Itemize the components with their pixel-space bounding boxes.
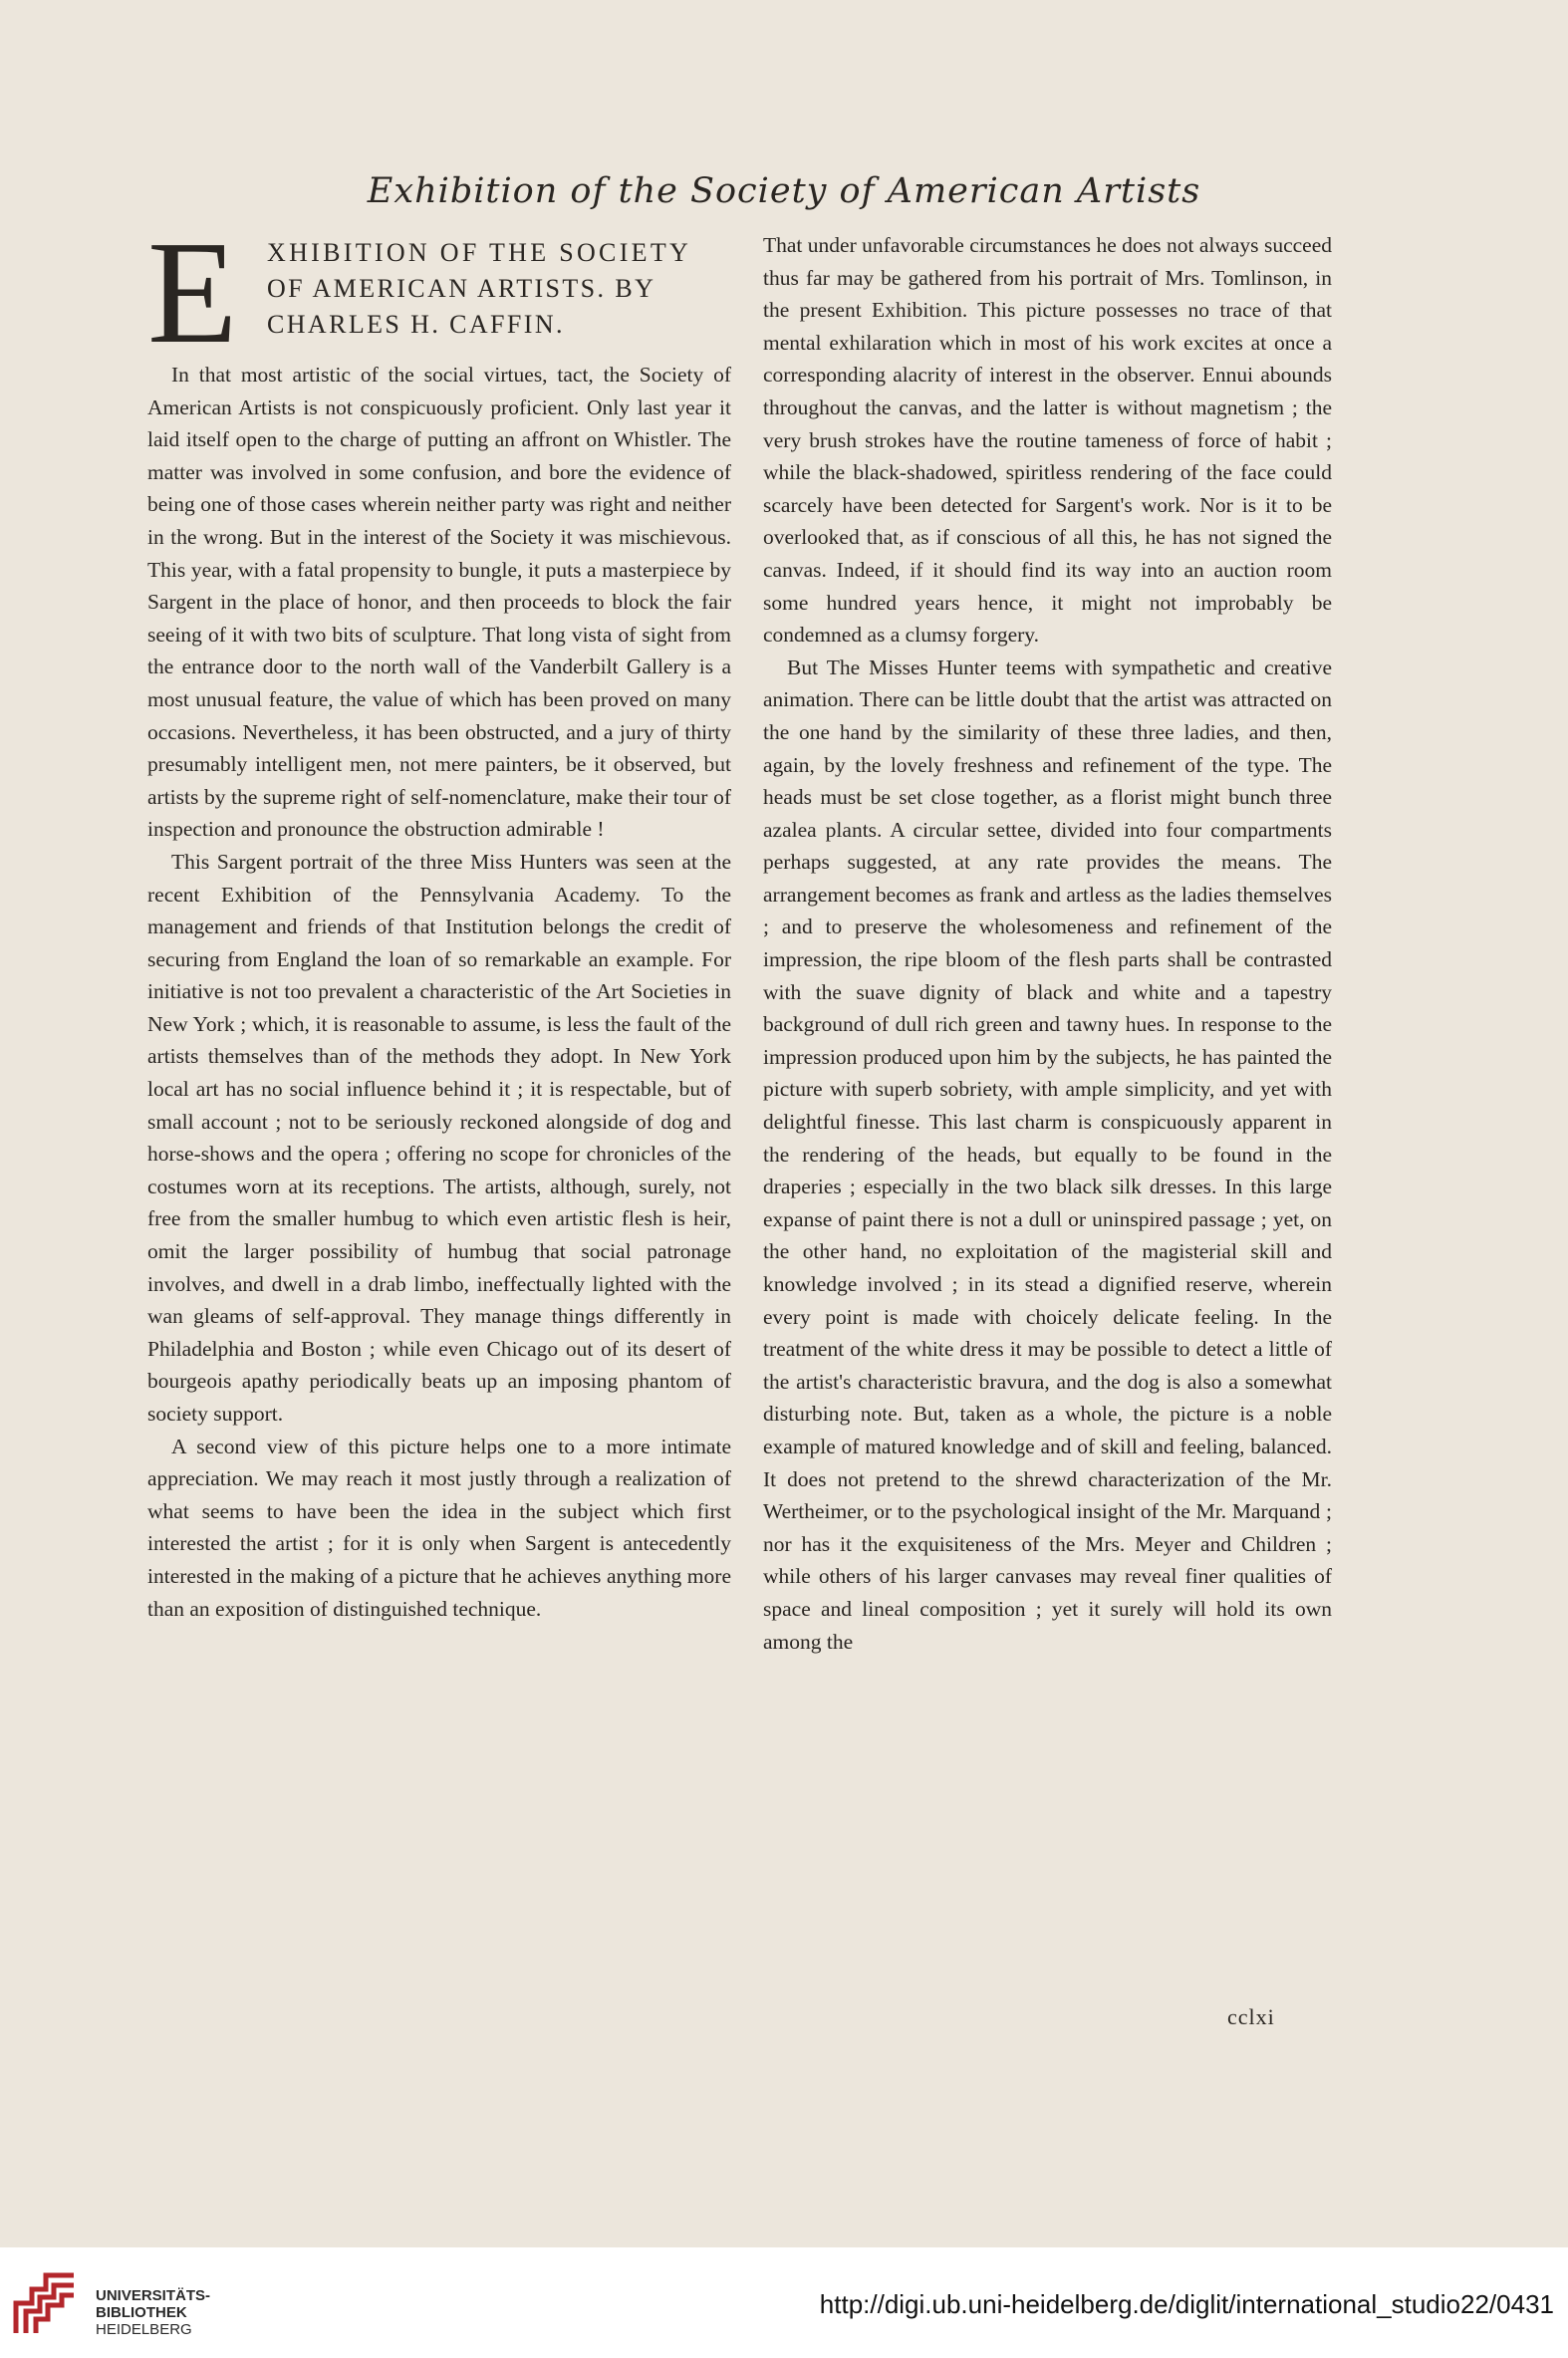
- heading-line: XHIBITION OF THE SOCIETY: [267, 238, 692, 267]
- library-line: HEIDELBERG: [96, 2321, 192, 2338]
- heading-line: OF AMERICAN ARTISTS. BY: [267, 274, 656, 303]
- library-line: BIBLIOTHEK: [96, 2304, 187, 2321]
- source-url-link[interactable]: http://digi.ub.uni-heidelberg.de/diglit/international_studio22/0431: [819, 2289, 1554, 2319]
- footer-bar: [0, 2247, 1568, 2358]
- heading-line: CHARLES H. CAFFIN.: [267, 310, 565, 339]
- library-line: UNIVERSITÄTS-: [96, 2287, 211, 2304]
- drop-cap: E: [147, 211, 238, 375]
- paragraph: That under unfavorable circumstances he does not always succeed thus far may be gathered from his portrait of Mrs. Tomlinson, in the present Exhibition. This picture possesses no trace of that mental exhilaration which in most of his work excites at once a corresponding alacrity of interest in the observer. Ennui abounds throughout the canvas, and the latter is without magnetism ; the very brush strokes have the routine tameness of force of habit ; while the black-shadowed, spiritless rendering of the face could scarcely have been detected for Sargent's work. Nor is it to be overlooked that, as if conscious of all this, he has not signed the canvas. Indeed, if it should find its way into an auction room some hundred years hence, it might not improbably be condemned as a clumsy forgery.: [763, 233, 1332, 648]
- library-name: [96, 2287, 210, 2338]
- right-column: [763, 229, 1332, 1658]
- heading-lines: [267, 235, 731, 343]
- paragraph: In that most artistic of the social virtues, tact, the Society of American Artists is not conspicuously proficient. Only last year it laid itself open to the charge of putting an affront on Whistler. The matter was involved in some confusion, and bore the evidence of being one of those cases wherein neither party was right and neither in the wrong. But in the interest of the Society it was mischievous. This year, with a fatal propensity to bungle, it puts a masterpiece by Sargent in the place of honor, and then proceeds to block the fair seeing of it with two bits of sculpture. That long vista of sight from the entrance door to the north wall of the Vanderbilt Gallery is a most unusual feature, the value of which has been proved on many occasions. Nevertheless, it has been obstructed, and a jury of thirty presumably intelligent men, not mere painters, be it observed, but artists by the supreme right of self-nomenclature, make their tour of inspection and pronounce the obstruction admirable !: [147, 363, 731, 842]
- page-number: cclxi: [1227, 2004, 1275, 2029]
- paragraph: But The Misses Hunter teems with sympathetic and creative animation. There can be little doubt that the artist was attracted on the one hand by the similarity of these three ladies, and then, again, by the lovely freshness and refinement of the type. The heads must be set close together, as a florist might bunch three azalea plants. A circular settee, divided into four compartments perhaps suggested, at any rate provides the means. The arrangement becomes as frank and artless as the ladies themselves ; and to preserve the wholesomeness and refinement of the impression, the ripe bloom of the flesh parts shall be contrasted with the suave dignity of black and white and a tapestry background of dull rich green and tawny hues. In response to the impression produced upon him by the subjects, he has painted the picture with superb sobriety, with ample simplicity, and yet with delightful finesse. This last charm is conspicuously apparent in the rendering of the heads, but equally to be found in the draperies ; especially in the two black silk dresses. In this large expanse of paint there is not a dull or uninspired passage ; yet, on the other hand, no exploitation of the magisterial skill and knowledge involved ; in its stead a dignified reserve, wherein every point is made with choicely delicate feeling. In the treatment of the white dress it may be possible to detect a little of the artist's characteristic bravura, and the dog is also a somewhat disturbing note. But, taken as a whole, the picture is a noble example of matured knowledge and of skill and feeling, balanced. It does not pretend to the shrewd characterization of the Mr. Wertheimer, or to the psychological insight of the Mr. Marquand ; nor has it the exquisiteness of the Mrs. Meyer and Children ; while others of his larger canvases may reveal finer qualities of space and lineal composition ; yet it surely will hold its own among the: [763, 655, 1332, 1654]
- paragraph: This Sargent portrait of the three Miss Hunters was seen at the recent Exhibition of the Pennsylvania Academy. To the management and friends of that Institution belongs the credit of securing from England the loan of so remarkable an example. For initiative is not too prevalent a characteristic of the Art Societies in New York ; which, it is reasonable to assume, is less the fault of the artists themselves than of the methods they adopt. In New York local art has no social influence behind it ; it is respectable, but of small account ; not to be seriously reckoned alongside of dog and horse-shows and the opera ; offering no scope for chronicles of the costumes worn at its receptions. The artists, although, surely, not free from the smaller humbug to which even artistic flesh is heir, omit the larger possibility of humbug that social patronage involves, and dwell in a drab limbo, ineffectually lighted with the wan gleams of self-approval. They manage things differently in Philadelphia and Boston ; while even Chicago out of its desert of bourgeois apathy periodically beats up an imposing phantom of society support.: [147, 849, 731, 1426]
- paragraph: A second view of this picture helps one to a more intimate appreciation. We may reach it most justly through a realization of what seems to have been the idea in the subject which first interested the artist ; for it is only when Sargent is antecedently interested in the making of a picture that he achieves anything more than an exposition of distinguished technique.: [147, 1434, 731, 1621]
- article-heading: [147, 211, 731, 375]
- left-column: [147, 211, 731, 1625]
- article-title: Exhibition of the Society of American Artists: [367, 171, 1201, 211]
- library-logo-icon: [10, 2269, 80, 2339]
